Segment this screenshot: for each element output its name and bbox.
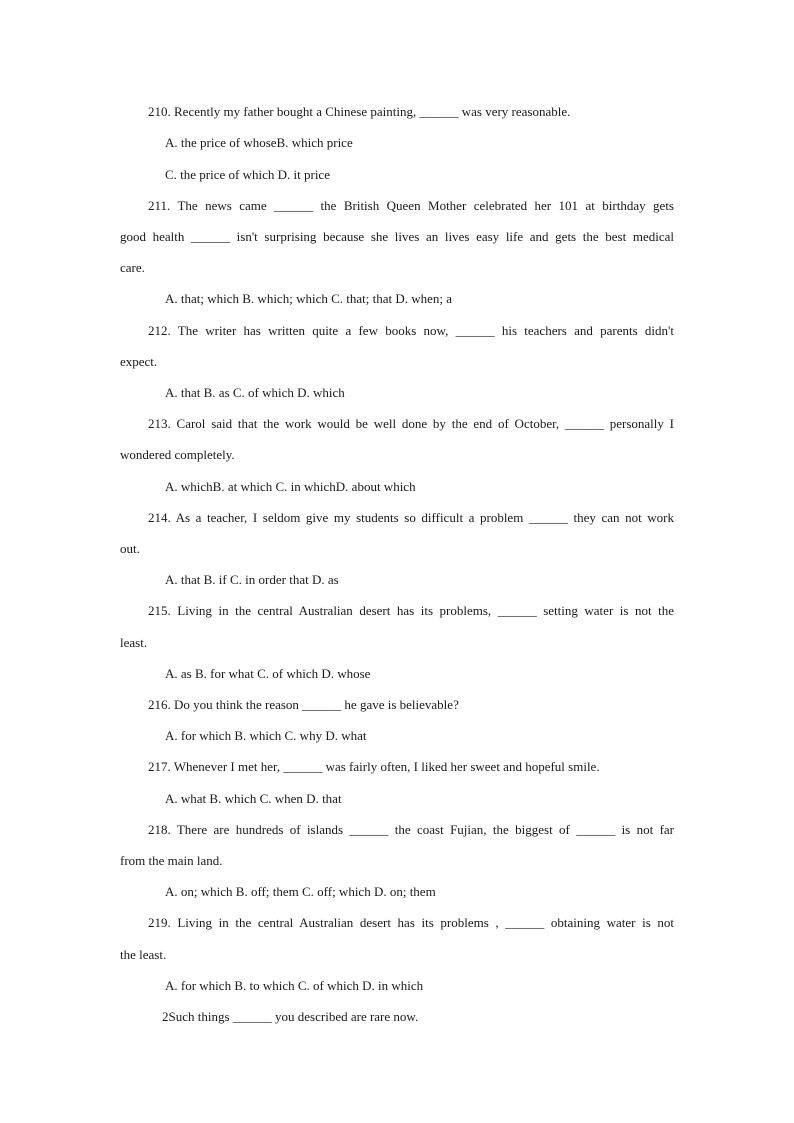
question-213: 213. Carol said that the work would be well done by the end of October, ______ personally I	[148, 416, 674, 431]
question-215-options: A. as B. for what C. of which D. whose	[165, 666, 371, 681]
question-211-options: A. that; which B. which; which C. that; that D. when; a	[165, 291, 453, 306]
question-216: 216. Do you think the reason ______ he gave is believable?	[148, 697, 459, 712]
question-211-line-2: good health ______ isn't surprising because she lives an lives easy life and gets the best medical	[120, 229, 674, 244]
question-218: 218. There are hundreds of islands ______ the coast Fujian, the biggest of ______ is not far	[148, 822, 674, 837]
question-219-options: A. for which B. to which C. of which D. in which	[165, 978, 424, 993]
question-210-options-line-2: C. the price of which D. it price	[165, 167, 330, 182]
question-216-options: A. for which B. which C. why D. what	[165, 728, 367, 743]
question-213-line-2: wondered completely.	[120, 447, 235, 462]
question-213-options: A. whichB. at which C. in whichD. about which	[165, 479, 416, 494]
question-210: 210. Recently my father bought a Chinese painting, ______ was very reasonable.	[148, 104, 571, 119]
question-217-options: A. what B. which C. when D. that	[165, 791, 342, 806]
question-214-options: A. that B. if C. in order that D. as	[165, 572, 339, 587]
question-219: 219. Living in the central Australian desert has its problems , ______ obtaining water is not	[148, 915, 674, 930]
question-217: 217. Whenever I met her, ______ was fairly often, I liked her sweet and hopeful smile.	[148, 759, 600, 774]
question-218-options: A. on; which B. off; them C. off; which D. on; them	[165, 884, 436, 899]
question-219-line-2: the least.	[120, 947, 167, 962]
question-211: 211. The news came ______ the British Queen Mother celebrated her 101 at birthday gets	[148, 198, 674, 213]
question-215: 215. Living in the central Australian desert has its problems, ______ setting water is not the	[148, 603, 674, 618]
question-210-options-line-1: A. the price of whoseB. which price	[165, 135, 353, 150]
question-212-options: A. that B. as C. of which D. which	[165, 385, 345, 400]
question-214: 214. As a teacher, I seldom give my students so difficult a problem ______ they can not work	[148, 510, 674, 525]
question-212-line-2: expect.	[120, 354, 158, 369]
question-212: 212. The writer has written quite a few books now, ______ his teachers and parents didn't	[148, 323, 674, 338]
question-trailing: 2Such things ______ you described are rare now.	[162, 1009, 419, 1024]
question-218-line-2: from the main land.	[120, 853, 223, 868]
question-211-line-3: care.	[120, 260, 145, 275]
question-215-line-2: least.	[120, 635, 148, 650]
question-214-line-2: out.	[120, 541, 140, 556]
